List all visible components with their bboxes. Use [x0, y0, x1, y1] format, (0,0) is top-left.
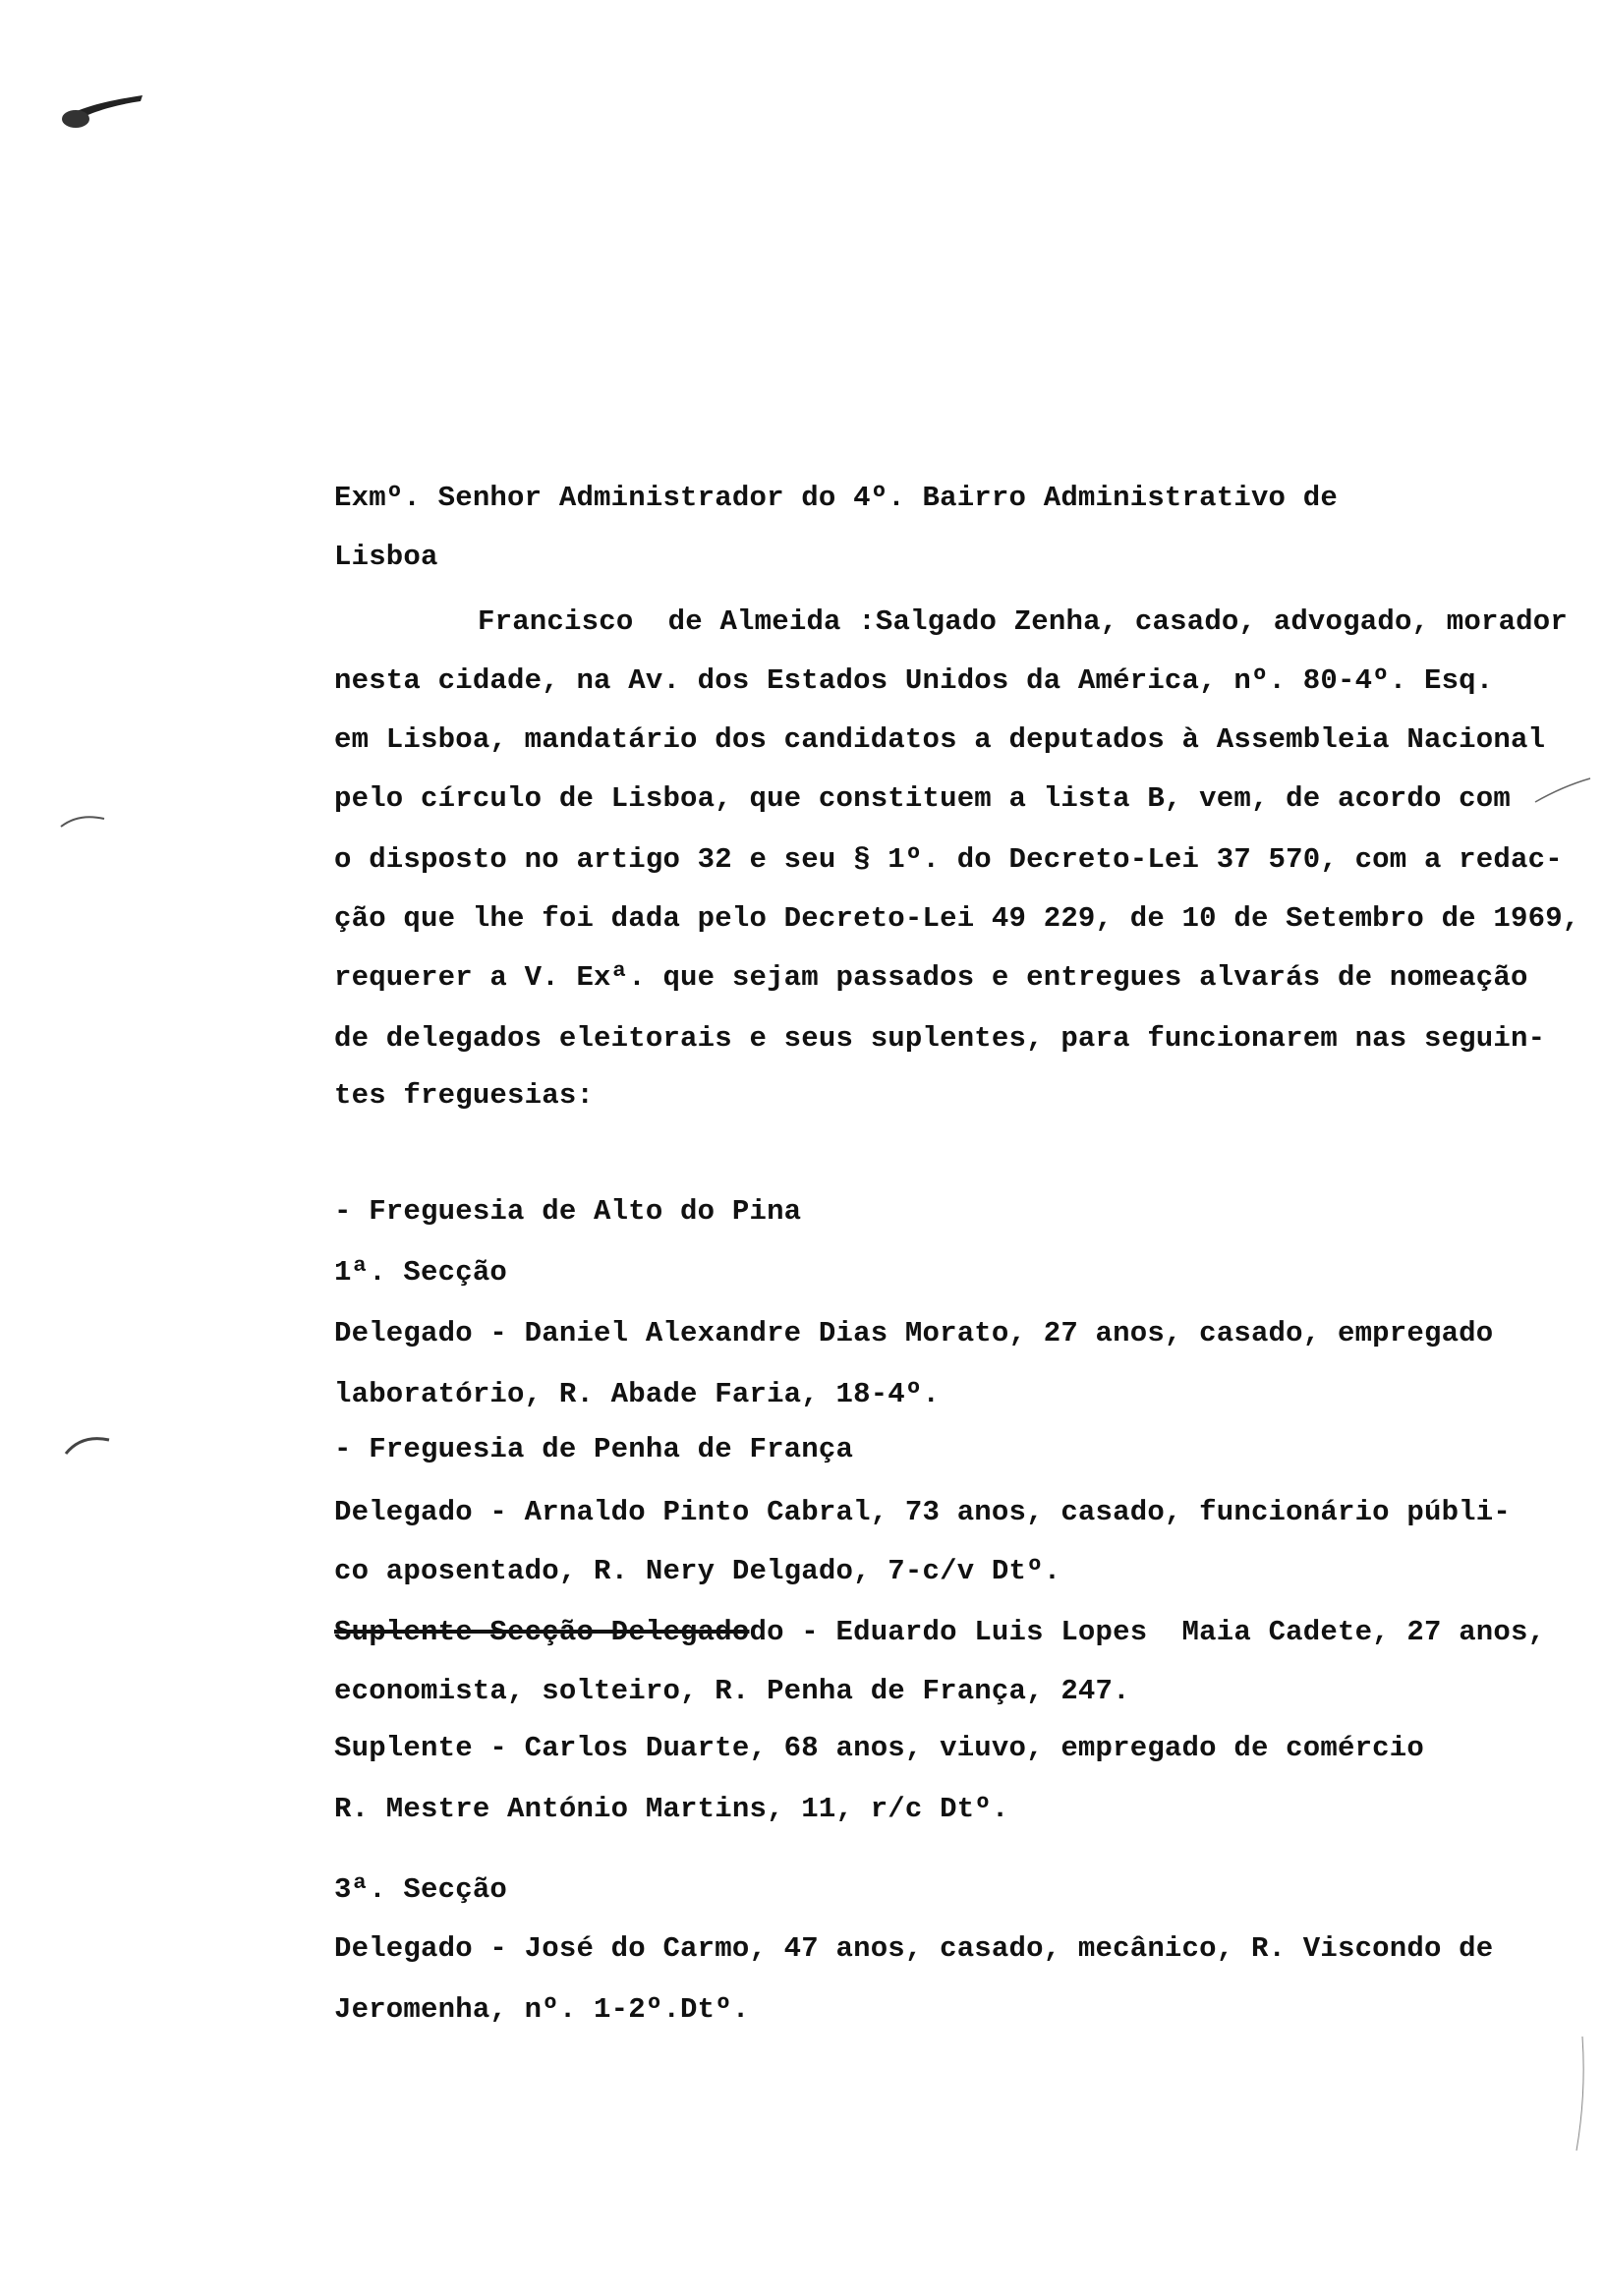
- section-heading: 3ª. Secção: [334, 1873, 508, 1906]
- delegate-line: Delegado - Arnaldo Pinto Cabral, 73 anos, casado, funcionário públi-: [334, 1496, 1511, 1528]
- paragraph-line: o disposto no artigo 32 e seu § 1º. do Decreto-Lei 37 570, com a redac-: [334, 843, 1563, 876]
- paragraph-line: de delegados eleitorais e seus suplentes, para funcionarem nas seguin-: [334, 1022, 1546, 1055]
- margin-scratch-mark: [1573, 2035, 1592, 2152]
- paragraph-line: Francisco de Almeida :Salgado Zenha, casado, advogado, morador: [478, 605, 1568, 638]
- page-curl-mark: [59, 811, 108, 831]
- delegate-line: economista, solteiro, R. Penha de França, 247.: [334, 1675, 1130, 1707]
- paragraph-line: requerer a V. Exª. que sejam passados e entregues alvarás de nomeação: [334, 961, 1528, 994]
- ink-smudge-mark: [54, 84, 152, 133]
- delegate-line: Delegado - Daniel Alexandre Dias Morato, 27 anos, casado, empregado: [334, 1317, 1494, 1349]
- substitute-line: R. Mestre António Martins, 11, r/c Dtº.: [334, 1793, 1009, 1825]
- parish-heading: - Freguesia de Penha de França: [334, 1433, 854, 1465]
- page-curl-mark: [64, 1430, 113, 1460]
- delegate-line: Delegado - José do Carmo, 47 anos, casado, mecânico, R. Viscondo de: [334, 1932, 1494, 1965]
- paragraph-line: nesta cidade, na Av. dos Estados Unidos da América, nº. 80-4º. Esq.: [334, 664, 1494, 697]
- paragraph-line: ção que lhe foi dada pelo Decreto-Lei 49 229, de 10 de Setembro de 1969,: [334, 902, 1580, 935]
- delegate-text: - Eduardo Luis Lopes Maia Cadete, 27 anos,: [783, 1616, 1546, 1648]
- parish-heading: - Freguesia de Alto do Pina: [334, 1195, 802, 1228]
- delegate-line: laboratório, R. Abade Faria, 18-4º.: [334, 1378, 941, 1410]
- section-heading: 1ª. Secção: [334, 1256, 508, 1289]
- struck-out-text: Suplente Secção Delegado: [334, 1616, 750, 1648]
- margin-scratch-mark: [1533, 776, 1592, 806]
- label-suffix: do: [749, 1616, 784, 1648]
- delegate-line: co aposentado, R. Nery Delgado, 7-c/v Dtº.: [334, 1555, 1061, 1587]
- corrected-delegate-line: [334, 1616, 1545, 1649]
- paragraph-line: tes freguesias:: [334, 1079, 595, 1112]
- substitute-line: Suplente - Carlos Duarte, 68 anos, viuvo, empregado de comércio: [334, 1732, 1424, 1764]
- delegate-line: Jeromenha, nº. 1-2º.Dtº.: [334, 1993, 750, 2026]
- address-line: Lisboa: [334, 541, 438, 573]
- address-line: Exmº. Senhor Administrador do 4º. Bairro Administrativo de: [334, 482, 1338, 514]
- paragraph-line: em Lisboa, mandatário dos candidatos a deputados à Assembleia Nacional: [334, 723, 1546, 756]
- paragraph-line: pelo círculo de Lisboa, que constituem a lista B, vem, de acordo com: [334, 782, 1511, 815]
